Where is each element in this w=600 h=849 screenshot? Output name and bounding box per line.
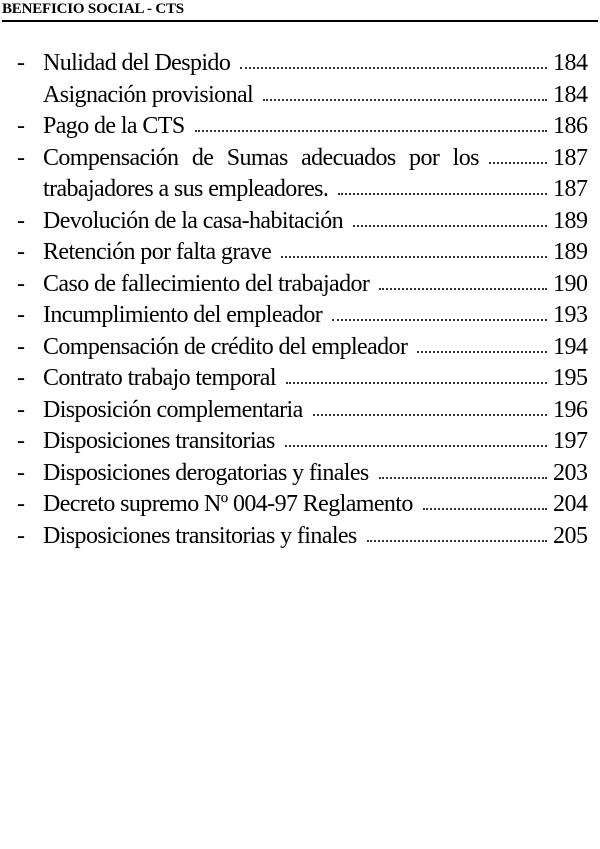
toc-entry[interactable] [0,176,600,208]
toc-bullet: - [17,144,25,171]
toc-page-number: 196 [553,396,588,423]
dot-leader [367,539,547,542]
toc-entry-title: Disposiciones derogatorias y finales [43,459,369,486]
toc-page-number: 197 [553,428,588,454]
toc-bullet: - [17,207,25,234]
toc-entry-title: Nulidad del Despido [43,50,231,76]
toc-bullet: - [17,522,25,549]
dot-leader [240,66,547,69]
dot-leader [338,192,547,195]
dot-leader [281,255,547,258]
toc-bullet: - [17,396,25,423]
toc-entry-title: Caso de fallecimiento del trabajador [43,270,370,297]
toc-entry-title: Devolución de la casa-habitación [43,207,343,234]
toc-page-number: 189 [553,207,588,234]
dot-leader [313,413,547,416]
dot-leader [195,129,547,132]
toc-page-number: 190 [553,270,588,297]
toc-entry[interactable] [0,271,600,303]
toc-bullet: - [17,428,25,454]
dot-leader [379,476,547,479]
toc-bullet: - [17,113,25,139]
dot-leader [423,507,547,510]
dot-leader [332,318,547,321]
toc-entry[interactable] [0,50,600,82]
dot-leader [379,287,547,290]
toc-entry-title: Disposiciones transitorias [43,428,275,454]
toc-entry[interactable] [0,460,600,492]
toc-entry-title: Compensación de crédito del empleador [43,333,408,360]
dot-leader [263,98,547,101]
toc-page-number: 204 [553,491,588,517]
running-header-title: BENEFICIO SOCIAL - CTS [2,1,184,17]
toc-entry[interactable] [0,428,600,460]
toc-entry[interactable] [0,365,600,397]
toc-page-number: 193 [553,302,588,328]
dot-leader [417,350,547,353]
toc-entry[interactable] [0,397,600,429]
toc-page-number: 187 [553,144,588,171]
toc-bullet: - [17,270,25,297]
toc-entry-title: Retención por falta grave [43,239,272,265]
toc-page-number: 205 [553,522,588,549]
toc-page-number: 195 [553,365,588,391]
toc-bullet: - [17,302,25,328]
toc-entry-title: Disposiciones transitorias y finales [43,522,357,549]
toc-entry-title: Contrato trabajo temporal [43,365,276,391]
dot-leader [285,444,547,447]
toc-entry[interactable] [0,302,600,334]
toc-entry-title: Pago de la CTS [43,113,185,139]
toc-entry[interactable] [0,208,600,240]
toc-page-number: 184 [553,50,588,76]
toc-entry-title: Disposición complementaria [43,396,303,423]
dot-leader [286,381,547,384]
toc-entry[interactable] [0,239,600,271]
toc-bullet: - [17,333,25,360]
toc-entry-title: Incumplimiento del empleador [43,302,323,328]
toc-entry[interactable] [0,145,600,177]
toc-page-number: 187 [553,176,588,202]
toc-entry-title: Compensación de Sumas adecuados por los [43,144,479,171]
toc-bullet: - [17,50,25,76]
toc-entry[interactable] [0,82,600,114]
toc-entry-title: Asignación provisional [43,81,254,108]
toc-entry[interactable] [0,523,600,555]
toc-bullet: - [17,459,25,486]
dot-leader [489,161,547,164]
toc-entry[interactable] [0,334,600,366]
toc-page-number: 194 [553,333,588,360]
toc-page-number: 189 [553,239,588,265]
toc-bullet: - [17,365,25,391]
toc-entry[interactable] [0,113,600,145]
toc-page-number: 184 [553,81,588,108]
toc-entry[interactable] [0,491,600,523]
toc-bullet: - [17,239,25,265]
table-of-contents [0,50,600,554]
dot-leader [353,224,547,227]
toc-entry-title: trabajadores a sus empleadores. [43,176,329,202]
toc-entry-title: Decreto supremo Nº 004-97 Reglamento [43,491,413,517]
toc-bullet: - [17,491,25,517]
toc-page-number: 186 [553,113,588,139]
running-header [2,0,598,22]
toc-page-number: 203 [553,459,588,486]
